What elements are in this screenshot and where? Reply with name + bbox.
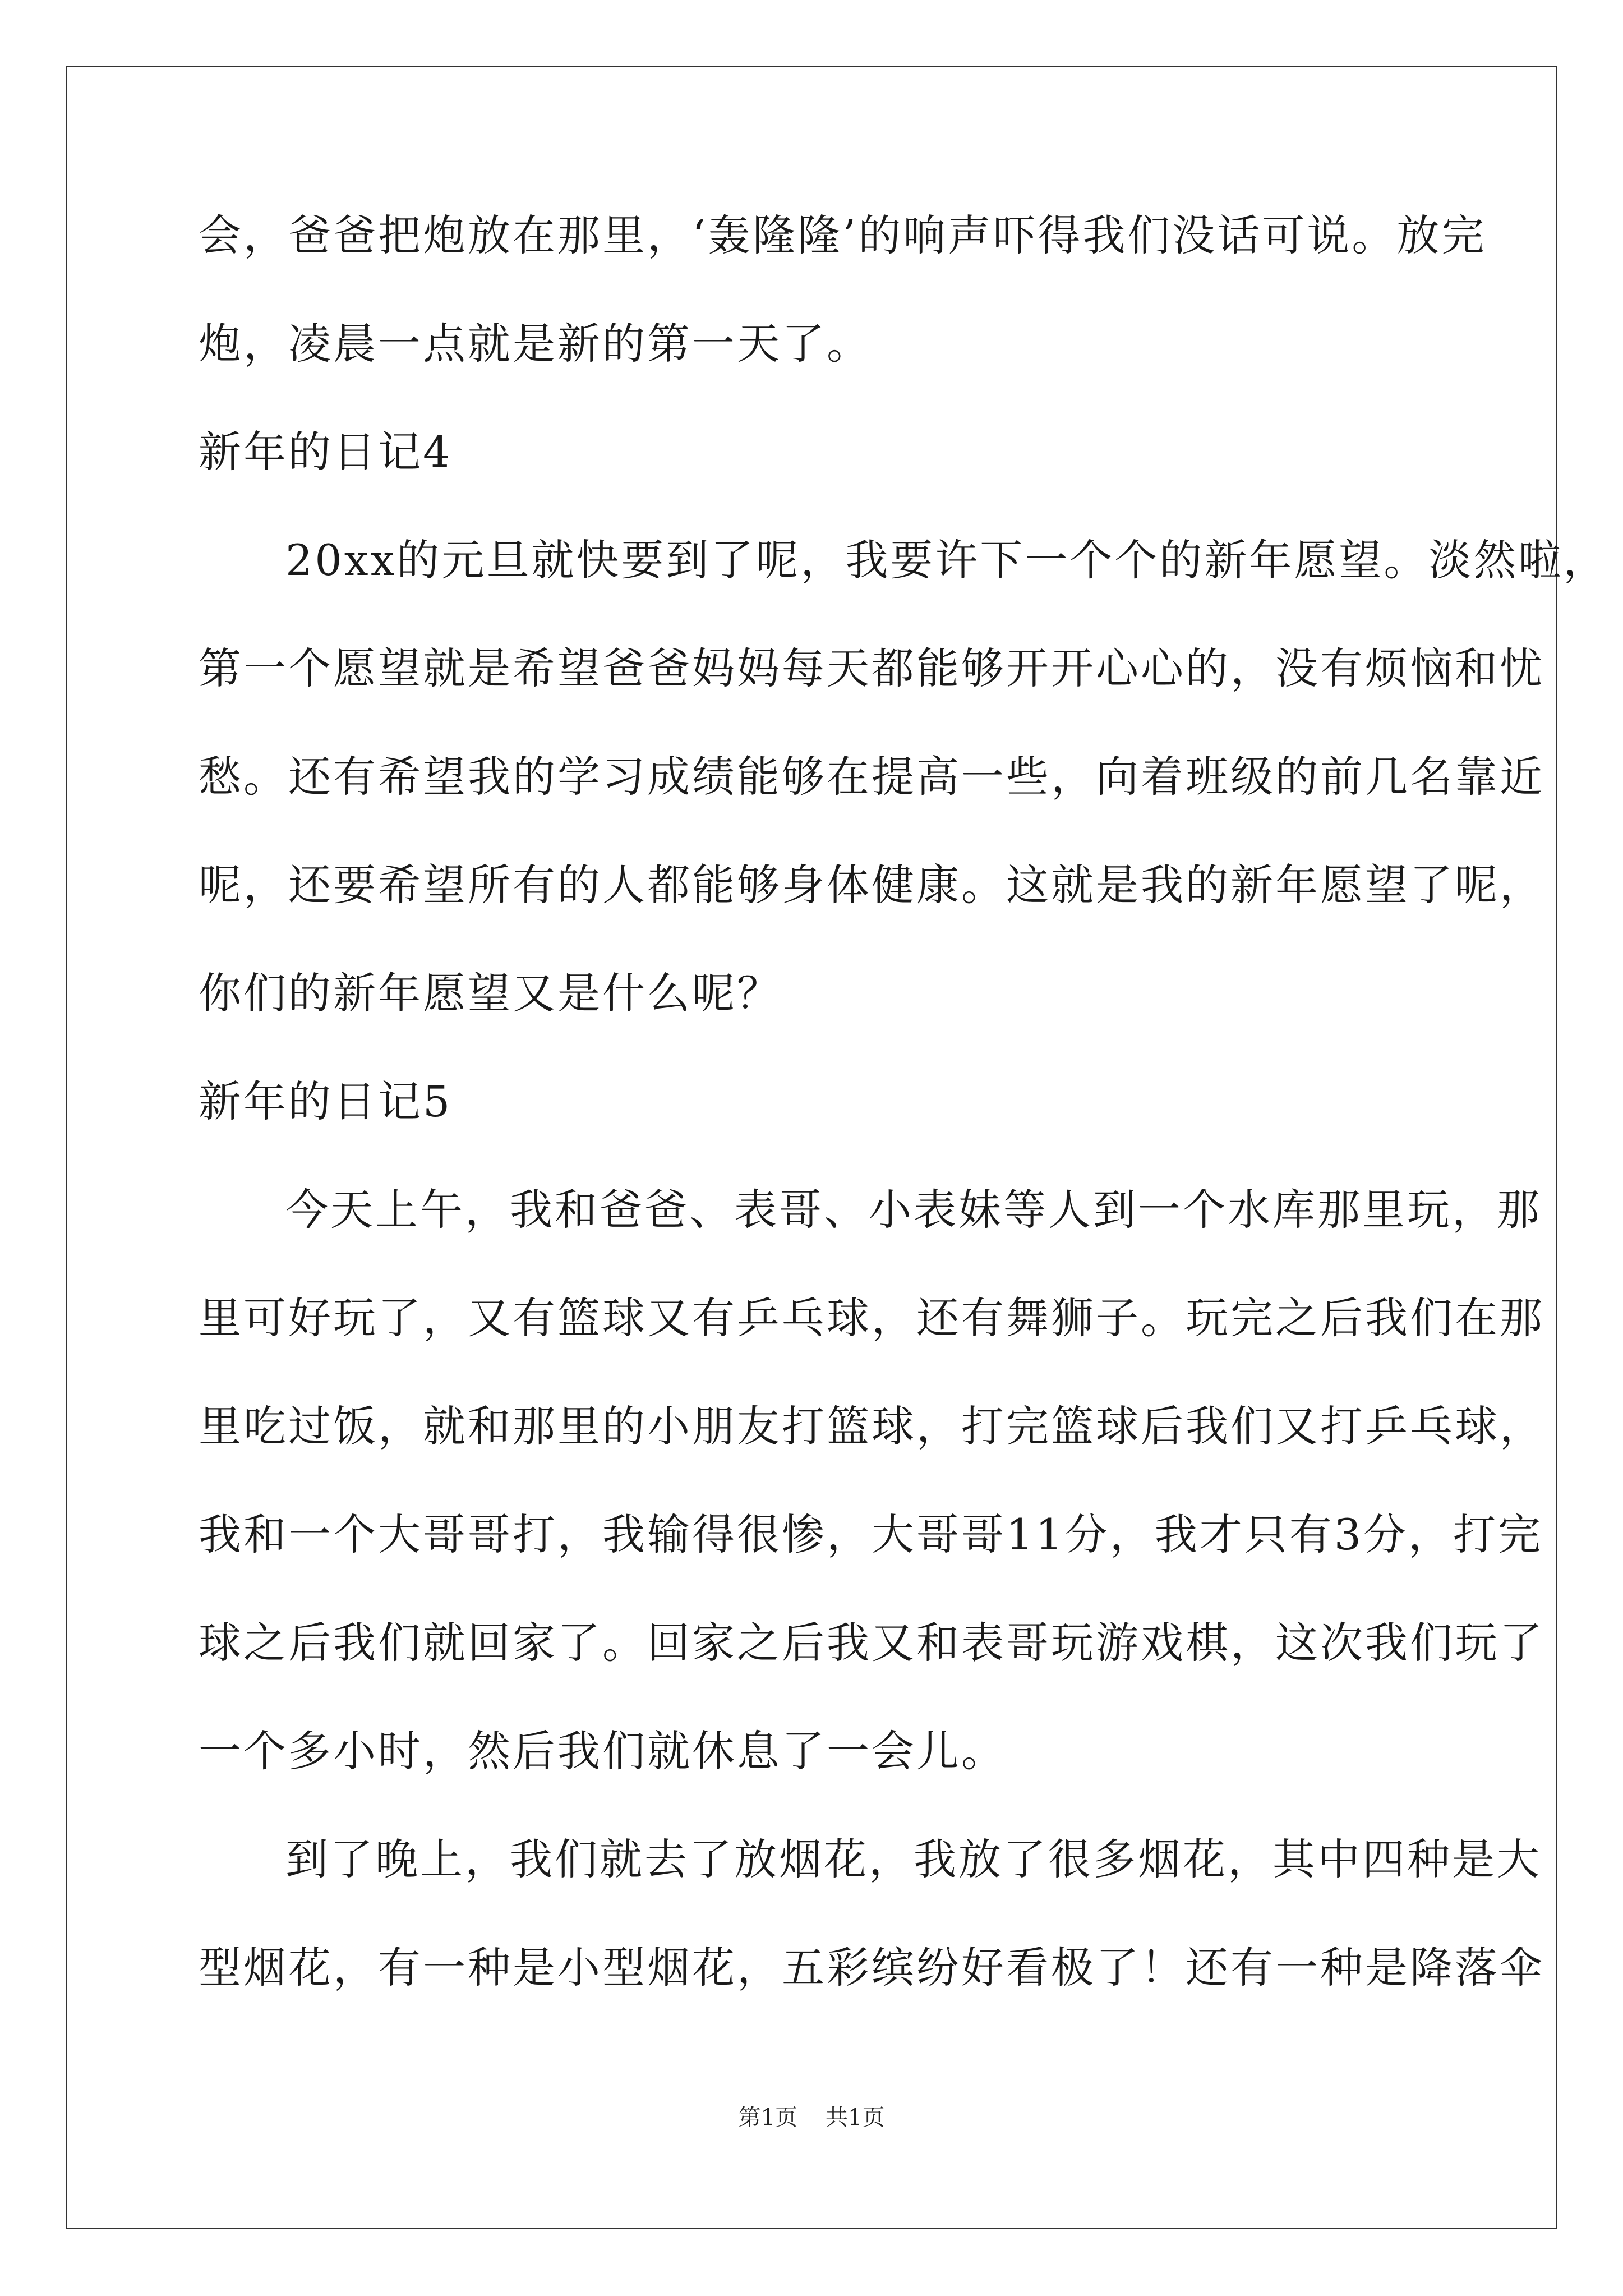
text-line: 呢，还要希望所有的人都能够身体健康。这就是我的新年愿望了呢， <box>199 860 1544 910</box>
text-line: 愁。还有希望我的学习成绩能够在提高一些，向着班级的前几名靠近 <box>199 752 1544 802</box>
text-line: 炮，凌晨一点就是新的第一天了。 <box>199 319 872 369</box>
text-line: 第一个愿望就是希望爸爸妈妈每天都能够开开心心的，没有烦恼和忧 <box>199 643 1544 693</box>
text-line: 你们的新年愿望又是什么呢？ <box>199 968 782 1018</box>
document-body <box>199 208 1608 2048</box>
text-line: 20xx的元旦就快要到了呢，我要许下一个个的新年愿望。淡然啦， <box>285 535 1608 585</box>
text-line: 新年的日记4 <box>199 427 453 477</box>
page-footer <box>0 2104 1623 2132</box>
page-number-total: 共1页 <box>826 2105 885 2131</box>
text-line: 会，爸爸把炮放在那里，‘轰隆隆’的响声吓得我们没话可说。放完 <box>199 210 1487 260</box>
text-line: 今天上午，我和爸爸、表哥、小表妹等人到一个水库那里玩，那 <box>285 1185 1542 1235</box>
text-line: 新年的日记5 <box>199 1076 453 1126</box>
text-line: 一个多小时，然后我们就休息了一会儿。 <box>199 1726 1006 1776</box>
page-number-current: 第1页 <box>738 2105 797 2131</box>
text-line: 里可好玩了，又有篮球又有乒乓球，还有舞狮子。玩完之后我们在那 <box>199 1293 1544 1343</box>
text-line: 我和一个大哥哥打，我输得很惨，大哥哥11分，我才只有3分，打完 <box>199 1510 1543 1559</box>
text-line: 型烟花，有一种是小型烟花，五彩缤纷好看极了！还有一种是降落伞 <box>199 1943 1544 1993</box>
text-line: 里吃过饭，就和那里的小朋友打篮球，打完篮球后我们又打乒乓球， <box>199 1401 1544 1451</box>
text-line: 球之后我们就回家了。回家之后我又和表哥玩游戏棋，这次我们玩了 <box>199 1618 1544 1668</box>
text-line: 到了晚上，我们就去了放烟花，我放了很多烟花，其中四种是大 <box>285 1834 1542 1884</box>
